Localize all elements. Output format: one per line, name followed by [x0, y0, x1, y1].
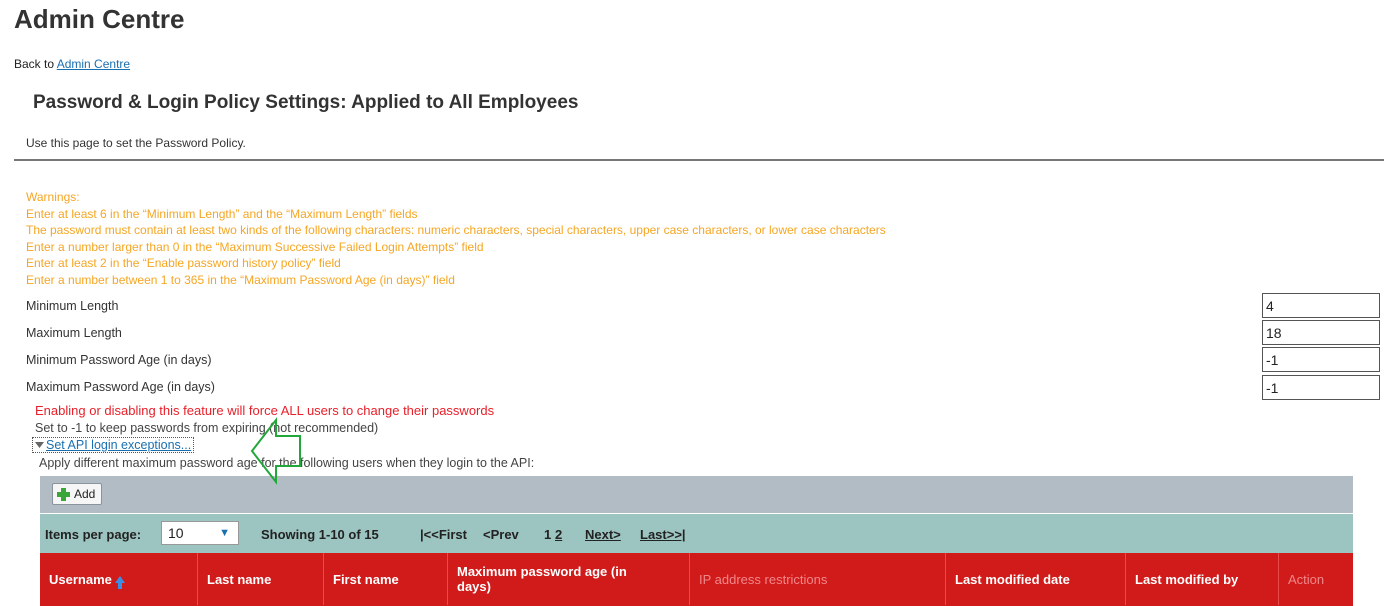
divider [14, 159, 1384, 161]
api-exceptions-link[interactable]: Set API login exceptions... [46, 438, 192, 452]
page-intro: Use this page to set the Password Policy. [26, 136, 246, 150]
maximum-password-age-label: Maximum Password Age (in days) [26, 380, 215, 394]
maximum-password-age-input[interactable] [1262, 375, 1380, 400]
chevron-down-icon: ▼ [219, 527, 230, 539]
maximum-length-input[interactable] [1262, 320, 1380, 345]
items-per-page-value: 10 [168, 525, 184, 541]
last-page-link[interactable]: Last>>| [640, 527, 686, 542]
force-change-warning: Enabling or disabling this feature will force ALL users to change their passwords [35, 403, 495, 418]
minimum-length-label: Minimum Length [26, 299, 119, 313]
api-apply-text: Apply different maximum password age for the following users when they login to the API: [39, 456, 535, 470]
first-page-link[interactable]: |<<First [420, 527, 467, 542]
annotation-arrow [248, 416, 304, 486]
page-subtitle: Password & Login Policy Settings: Applied to All Employees [33, 92, 579, 113]
warning-item: The password must contain at least two kinds of the following characters: numeric characters, special characters, upper case characters, or lower case characters [26, 223, 886, 238]
warning-item: Enter at least 2 in the “Enable password history policy” field [26, 256, 341, 271]
table-header [40, 553, 1353, 606]
warning-item: Enter a number between 1 to 365 in the “Maximum Password Age (in days)” field [26, 272, 455, 287]
add-plus-icon [57, 488, 70, 501]
back-prefix: Back to [14, 57, 55, 71]
warning-item: Enter a number larger than 0 in the “Maximum Successive Failed Login Attempts” field [26, 239, 484, 254]
breadcrumb [14, 57, 130, 71]
page-title: Admin Centre [14, 4, 185, 34]
warnings-block [26, 189, 886, 289]
column-username[interactable]: Username [40, 553, 198, 605]
column-last-name[interactable]: Last name [198, 553, 324, 605]
minimum-password-age-input[interactable] [1262, 347, 1380, 372]
items-per-page-label: Items per page: [45, 527, 142, 542]
page-2-link[interactable]: 2 [555, 527, 563, 542]
keep-expiring-note: Set to -1 to keep passwords from expiring (not recommended) [35, 421, 379, 435]
prev-page-link[interactable]: <Prev [483, 527, 519, 542]
pager-bar [40, 514, 1353, 553]
minimum-password-age-label: Minimum Password Age (in days) [26, 353, 212, 367]
sort-ascending-icon[interactable] [115, 576, 125, 583]
warning-item: Enter at least 6 in the “Minimum Length” and the “Maximum Length” fields [26, 206, 418, 221]
page-1-current: 1 [544, 527, 552, 542]
column-max-password-age[interactable]: Maximum password age (in days) [448, 553, 690, 605]
column-last-modified-by[interactable]: Last modified by [1126, 553, 1279, 605]
triangle-down-icon [35, 442, 44, 449]
column-action: Action [1288, 571, 1325, 587]
column-ip-restrictions: IP address restrictions [690, 553, 946, 605]
warnings-heading: Warnings: [26, 190, 80, 204]
add-button[interactable] [52, 483, 102, 505]
showing-count: Showing 1-10 of 15 [261, 527, 379, 542]
minimum-length-input[interactable] [1262, 293, 1380, 318]
add-button-label: Add [74, 487, 96, 501]
column-last-modified-date[interactable]: Last modified date [946, 553, 1126, 605]
items-per-page-select[interactable] [161, 521, 239, 545]
admin-centre-link[interactable]: Admin Centre [56, 57, 131, 71]
table-toolbar [40, 476, 1353, 513]
next-page-link[interactable]: Next> [585, 527, 621, 542]
maximum-length-label: Maximum Length [26, 326, 122, 340]
api-exceptions-toggle[interactable] [32, 437, 194, 453]
column-first-name[interactable]: First name [324, 553, 448, 605]
